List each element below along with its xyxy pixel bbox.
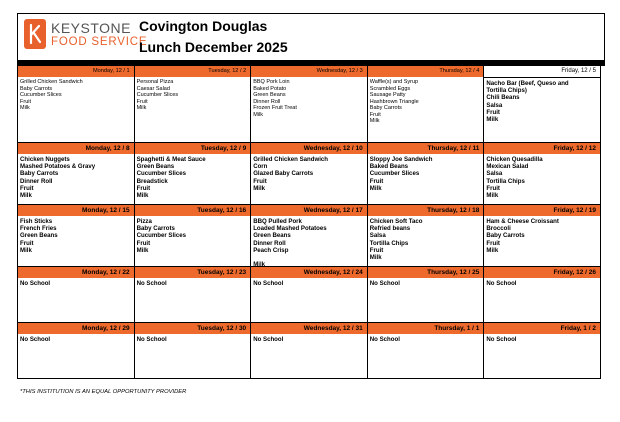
menu-items (484, 154, 600, 204)
keystone-logo (24, 19, 148, 55)
day-cell (251, 143, 368, 205)
day-header: Thursday, 12 / 4 (368, 66, 484, 77)
menu-item: No School (136, 280, 167, 287)
menu-items (368, 154, 484, 204)
menu-item: No School (253, 336, 284, 343)
day-header: Monday, 12 / 22 (18, 267, 134, 278)
menu-items (368, 77, 484, 141)
menu-item: No School (20, 336, 51, 343)
menu-item: Fish Sticks (20, 218, 53, 225)
menu-item: BBQ Pulled Pork (253, 218, 302, 225)
menu-items (484, 334, 600, 378)
day-header: Wednesday, 12 / 3 (251, 66, 367, 77)
menu-item: Peach Crisp (253, 246, 289, 254)
menu-item: No School (486, 336, 517, 343)
day-header: Thursday, 12 / 25 (368, 267, 484, 278)
menu-item: Baby Carrots (369, 105, 402, 111)
menu-page (17, 13, 605, 388)
day-cell (135, 323, 252, 379)
menu-item: Tortilla Chips) (486, 87, 527, 95)
menu-item: Cucumber Slices (369, 170, 420, 178)
menu-item: Baby Carrots (20, 170, 59, 178)
menu-item: Baby Carrots (486, 232, 525, 240)
day-header: Monday, 12 / 1 (18, 66, 134, 77)
day-cell (484, 323, 601, 379)
menu-item: Milk (20, 192, 32, 200)
day-cell (484, 267, 601, 323)
menu-item: No School (253, 280, 284, 287)
menu-item: No School (486, 280, 517, 287)
day-cell (368, 323, 485, 379)
menu-item: Milk (136, 192, 149, 200)
brand-subtitle: FOOD SERVICE (51, 36, 148, 48)
menu-items (368, 334, 484, 378)
day-cell (368, 205, 485, 267)
menu-item: Frozen Fruit Treat (253, 105, 297, 111)
menu-item: Baby Carrots (20, 85, 53, 92)
school-name: Covington Douglas (139, 18, 268, 34)
day-cell (18, 66, 135, 143)
menu-items (18, 334, 134, 378)
menu-item: Fruit (136, 98, 148, 105)
menu-item: Glazed Baby Carrots (253, 170, 314, 178)
menu-item: Fruit (136, 184, 151, 192)
day-cell (368, 267, 485, 323)
menu-item: Cucumber Slices (136, 170, 187, 178)
menu-item: Green Beans (136, 163, 175, 171)
menu-item: Chicken Soft Taco (369, 218, 423, 225)
menu-item: Milk (253, 184, 266, 192)
menu-item: Dinner Roll (20, 177, 53, 185)
menu-item: Salsa (369, 232, 386, 240)
menu-item: Milk (369, 118, 380, 124)
day-cell (484, 205, 601, 267)
menu-item: Ham & Cheese Croissant (486, 218, 559, 225)
menu-item: Fruit (20, 184, 34, 192)
menu-header (17, 13, 605, 61)
menu-item: Nacho Bar (Beef, Queso and (486, 80, 569, 87)
menu-period-title: Lunch December 2025 (139, 39, 288, 55)
day-header: Wednesday, 12 / 24 (251, 267, 367, 278)
menu-item: Personal Pizza (136, 79, 174, 85)
day-header: Tuesday, 12 / 9 (135, 143, 251, 154)
day-cell (251, 205, 368, 267)
menu-item: Fruit (20, 98, 31, 105)
day-header: Thursday, 12 / 18 (368, 205, 484, 216)
menu-items (484, 278, 600, 322)
menu-item: Cucumber Slices (136, 232, 187, 240)
day-cell (18, 143, 135, 205)
menu-item: Grilled Chicken Sandwich (20, 79, 83, 85)
menu-item: Milk (253, 111, 263, 118)
day-cell (251, 323, 368, 379)
day-header: Monday, 12 / 8 (18, 143, 134, 154)
day-cell (368, 66, 485, 143)
menu-item: Fruit (486, 184, 500, 192)
menu-item: Baked Beans (369, 163, 409, 171)
day-cell (251, 66, 368, 143)
menu-item: Milk (369, 184, 382, 192)
menu-item: Milk (486, 246, 499, 254)
menu-calendar-grid (17, 66, 606, 379)
menu-item: Broccoli (486, 225, 511, 233)
day-header: Friday, 12 / 26 (484, 267, 600, 278)
menu-item: French Fries (20, 225, 57, 233)
menu-item: Fruit (369, 177, 384, 185)
menu-item: Milk (486, 116, 499, 124)
menu-item: Milk (253, 261, 266, 267)
day-cell (135, 66, 252, 143)
menu-item: Fruit (253, 177, 267, 185)
menu-items (135, 154, 251, 204)
menu-item: No School (136, 336, 167, 343)
equal-opportunity-footer: *THIS INSTITUTION IS AN EQUAL OPPORTUNITY PROVIDER (20, 389, 187, 395)
menu-item: Pizza (136, 218, 152, 225)
menu-item: No School (369, 336, 400, 343)
menu-item: Sloppy Joe Sandwich (369, 156, 433, 163)
menu-item: Chicken Nuggets (20, 156, 70, 163)
menu-item: Salsa (486, 101, 503, 109)
menu-items (18, 154, 134, 204)
menu-item: Green Beans (253, 232, 291, 240)
day-cell (251, 267, 368, 323)
day-header: Friday, 12 / 19 (484, 205, 600, 216)
day-cell (18, 205, 135, 267)
menu-item: Milk (20, 105, 30, 111)
menu-item: Mashed Potatoes & Gravy (20, 163, 96, 171)
day-cell (18, 267, 135, 323)
menu-items (251, 216, 367, 266)
menu-items (18, 77, 134, 141)
menu-item: Fruit (20, 239, 34, 247)
menu-items (368, 278, 484, 322)
keystone-k-icon (24, 19, 46, 49)
menu-item: Milk (136, 246, 149, 254)
brand-name: KEYSTONE (51, 20, 131, 36)
menu-item: Loaded Mashed Potatoes (253, 225, 327, 233)
menu-items (135, 216, 251, 266)
menu-item: Salsa (486, 170, 503, 178)
menu-items (484, 78, 600, 142)
day-header: Thursday, 12 / 11 (368, 143, 484, 154)
menu-item: Breadstick (136, 177, 168, 185)
menu-item: Spaghetti & Meat Sauce (136, 156, 206, 163)
menu-items (135, 77, 251, 141)
day-header: Tuesday, 12 / 30 (135, 323, 251, 334)
menu-item: Milk (20, 246, 32, 254)
menu-item: Hashbrown Triangle (369, 98, 419, 105)
day-header: Wednesday, 12 / 31 (251, 323, 367, 334)
menu-items (251, 334, 367, 378)
day-header: Tuesday, 12 / 16 (135, 205, 251, 216)
menu-items (135, 334, 251, 378)
day-header: Friday, 1 / 2 (484, 323, 600, 334)
menu-item: BBQ Pork Loin (253, 79, 290, 85)
menu-item: Cucumber Slices (20, 92, 62, 98)
menu-item: Scrambled Eggs (369, 85, 411, 92)
menu-item: Green Beans (20, 232, 58, 240)
menu-item: Dinner Roll (253, 98, 281, 105)
day-header: Tuesday, 12 / 23 (135, 267, 251, 278)
menu-item: Corn (253, 163, 268, 171)
menu-item: Fruit (369, 246, 384, 254)
day-header: Wednesday, 12 / 10 (251, 143, 367, 154)
menu-item: Milk (486, 192, 499, 200)
menu-item: Fruit (486, 108, 500, 116)
menu-item: Dinner Roll (253, 239, 286, 247)
menu-item: Grilled Chicken Sandwich (253, 156, 329, 163)
menu-item: Green Beans (253, 92, 286, 98)
menu-items (251, 77, 367, 141)
menu-item: Chili Beans (486, 94, 520, 102)
day-cell (368, 143, 485, 205)
menu-items (368, 216, 484, 266)
menu-item: No School (369, 280, 400, 287)
menu-item: Milk (136, 105, 147, 111)
menu-item: Chicken Quesadilla (486, 156, 543, 163)
day-cell (484, 66, 601, 143)
day-cell (135, 205, 252, 267)
menu-item: Fruit (136, 239, 151, 247)
menu-items (135, 278, 251, 322)
menu-items (484, 216, 600, 266)
day-cell (484, 143, 601, 205)
menu-item: Mexican Salad (486, 163, 529, 171)
menu-item: Milk (369, 254, 382, 262)
menu-item: Baby Carrots (136, 225, 175, 233)
day-header: Friday, 12 / 5 (484, 66, 600, 78)
day-header: Tuesday, 12 / 2 (135, 66, 251, 77)
day-cell (18, 323, 135, 379)
menu-item: Caesar Salad (136, 85, 170, 92)
menu-items (251, 154, 367, 204)
day-header: Thursday, 1 / 1 (368, 323, 484, 334)
day-header: Monday, 12 / 15 (18, 205, 134, 216)
menu-item: Cucumber Slices (136, 92, 179, 98)
day-header: Friday, 12 / 12 (484, 143, 600, 154)
day-header: Monday, 12 / 29 (18, 323, 134, 334)
menu-item: Tortilla Chips (369, 239, 409, 247)
menu-item: Fruit (369, 111, 381, 118)
menu-item: Refried beans (369, 225, 411, 233)
menu-item: Fruit (486, 239, 500, 247)
menu-items (18, 216, 134, 266)
menu-items (18, 278, 134, 322)
menu-items (251, 278, 367, 322)
day-cell (135, 267, 252, 323)
menu-item: Baked Potato (253, 85, 287, 92)
menu-item: No School (20, 280, 51, 287)
menu-item: Tortilla Chips (486, 177, 525, 185)
day-cell (135, 143, 252, 205)
menu-item: Sausage Patty (369, 92, 406, 98)
day-header: Wednesday, 12 / 17 (251, 205, 367, 216)
menu-item: Waffle(s) and Syrup (369, 79, 419, 85)
